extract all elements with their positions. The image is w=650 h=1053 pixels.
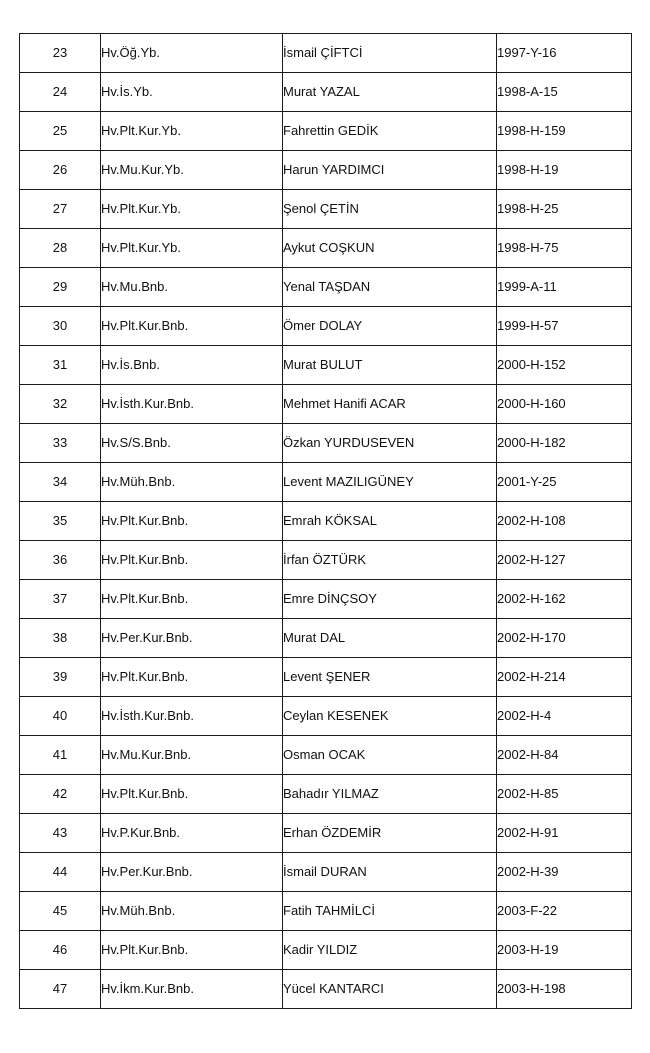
table-row	[20, 229, 632, 268]
table-row	[20, 34, 632, 73]
table-row	[20, 853, 632, 892]
row-number: 40	[20, 697, 101, 736]
name-cell: Murat BULUT	[283, 346, 497, 385]
row-number: 25	[20, 112, 101, 151]
code-cell: 1998-H-19	[497, 151, 632, 190]
name-cell: Yücel KANTARCI	[283, 970, 497, 1009]
rank-cell: Hv.Mu.Bnb.	[101, 268, 283, 307]
name-cell: Murat DAL	[283, 619, 497, 658]
row-number: 37	[20, 580, 101, 619]
row-number: 31	[20, 346, 101, 385]
code-cell: 2002-H-162	[497, 580, 632, 619]
rank-cell: Hv.Plt.Kur.Bnb.	[101, 658, 283, 697]
code-cell: 1998-A-15	[497, 73, 632, 112]
name-cell: Şenol ÇETİN	[283, 190, 497, 229]
table-row	[20, 658, 632, 697]
row-number: 45	[20, 892, 101, 931]
row-number: 47	[20, 970, 101, 1009]
row-number: 29	[20, 268, 101, 307]
rank-cell: Hv.Plt.Kur.Yb.	[101, 229, 283, 268]
name-cell: Levent MAZILIGÜNEY	[283, 463, 497, 502]
rank-cell: Hv.S/S.Bnb.	[101, 424, 283, 463]
code-cell: 1998-H-159	[497, 112, 632, 151]
code-cell: 2002-H-214	[497, 658, 632, 697]
row-number: 32	[20, 385, 101, 424]
code-cell: 2002-H-127	[497, 541, 632, 580]
row-number: 38	[20, 619, 101, 658]
row-number: 35	[20, 502, 101, 541]
row-number: 42	[20, 775, 101, 814]
row-number: 41	[20, 736, 101, 775]
rank-cell: Hv.Plt.Kur.Bnb.	[101, 931, 283, 970]
rank-cell: Hv.Per.Kur.Bnb.	[101, 853, 283, 892]
table-row	[20, 307, 632, 346]
table-row	[20, 892, 632, 931]
name-cell: İrfan ÖZTÜRK	[283, 541, 497, 580]
table-row	[20, 463, 632, 502]
row-number: 28	[20, 229, 101, 268]
code-cell: 2003-H-19	[497, 931, 632, 970]
personnel-table	[19, 33, 632, 1009]
rank-cell: Hv.Öğ.Yb.	[101, 34, 283, 73]
row-number: 23	[20, 34, 101, 73]
code-cell: 1999-H-57	[497, 307, 632, 346]
table-row	[20, 814, 632, 853]
name-cell: Mehmet Hanifi ACAR	[283, 385, 497, 424]
name-cell: Murat YAZAL	[283, 73, 497, 112]
name-cell: İsmail DURAN	[283, 853, 497, 892]
code-cell: 2002-H-170	[497, 619, 632, 658]
row-number: 46	[20, 931, 101, 970]
name-cell: Emrah KÖKSAL	[283, 502, 497, 541]
rank-cell: Hv.İsth.Kur.Bnb.	[101, 697, 283, 736]
personnel-table-body	[20, 34, 632, 1009]
rank-cell: Hv.Plt.Kur.Bnb.	[101, 502, 283, 541]
name-cell: İsmail ÇİFTCİ	[283, 34, 497, 73]
rank-cell: Hv.Plt.Kur.Yb.	[101, 112, 283, 151]
code-cell: 1999-A-11	[497, 268, 632, 307]
code-cell: 2002-H-39	[497, 853, 632, 892]
name-cell: Fatih TAHMİLCİ	[283, 892, 497, 931]
table-row	[20, 580, 632, 619]
row-number: 33	[20, 424, 101, 463]
row-number: 36	[20, 541, 101, 580]
rank-cell: Hv.Mu.Kur.Yb.	[101, 151, 283, 190]
row-number: 39	[20, 658, 101, 697]
name-cell: Özkan YURDUSEVEN	[283, 424, 497, 463]
rank-cell: Hv.Plt.Kur.Bnb.	[101, 307, 283, 346]
code-cell: 2003-H-198	[497, 970, 632, 1009]
rank-cell: Hv.Plt.Kur.Yb.	[101, 190, 283, 229]
rank-cell: Hv.İsth.Kur.Bnb.	[101, 385, 283, 424]
table-row	[20, 385, 632, 424]
rank-cell: Hv.Plt.Kur.Bnb.	[101, 541, 283, 580]
code-cell: 1997-Y-16	[497, 34, 632, 73]
table-row	[20, 190, 632, 229]
name-cell: Emre DİNÇSOY	[283, 580, 497, 619]
code-cell: 2002-H-108	[497, 502, 632, 541]
rank-cell: Hv.İkm.Kur.Bnb.	[101, 970, 283, 1009]
name-cell: Fahrettin GEDİK	[283, 112, 497, 151]
table-row	[20, 775, 632, 814]
rank-cell: Hv.İs.Bnb.	[101, 346, 283, 385]
rank-cell: Hv.Plt.Kur.Bnb.	[101, 775, 283, 814]
row-number: 43	[20, 814, 101, 853]
row-number: 34	[20, 463, 101, 502]
code-cell: 2000-H-182	[497, 424, 632, 463]
table-row	[20, 970, 632, 1009]
code-cell: 2000-H-152	[497, 346, 632, 385]
table-row	[20, 736, 632, 775]
rank-cell: Hv.Plt.Kur.Bnb.	[101, 580, 283, 619]
rank-cell: Hv.Müh.Bnb.	[101, 463, 283, 502]
table-row	[20, 697, 632, 736]
code-cell: 2002-H-91	[497, 814, 632, 853]
name-cell: Ömer DOLAY	[283, 307, 497, 346]
name-cell: Aykut COŞKUN	[283, 229, 497, 268]
name-cell: Levent ŞENER	[283, 658, 497, 697]
row-number: 26	[20, 151, 101, 190]
name-cell: Harun YARDIMCI	[283, 151, 497, 190]
row-number: 27	[20, 190, 101, 229]
table-row	[20, 112, 632, 151]
table-row	[20, 346, 632, 385]
row-number: 30	[20, 307, 101, 346]
code-cell: 1998-H-75	[497, 229, 632, 268]
row-number: 24	[20, 73, 101, 112]
code-cell: 2000-H-160	[497, 385, 632, 424]
code-cell: 2002-H-85	[497, 775, 632, 814]
code-cell: 2001-Y-25	[497, 463, 632, 502]
name-cell: Bahadır YILMAZ	[283, 775, 497, 814]
rank-cell: Hv.Müh.Bnb.	[101, 892, 283, 931]
rank-cell: Hv.Mu.Kur.Bnb.	[101, 736, 283, 775]
row-number: 44	[20, 853, 101, 892]
table-row	[20, 151, 632, 190]
rank-cell: Hv.Per.Kur.Bnb.	[101, 619, 283, 658]
name-cell: Yenal TAŞDAN	[283, 268, 497, 307]
table-row	[20, 931, 632, 970]
rank-cell: Hv.İs.Yb.	[101, 73, 283, 112]
code-cell: 2003-F-22	[497, 892, 632, 931]
code-cell: 1998-H-25	[497, 190, 632, 229]
table-row	[20, 73, 632, 112]
name-cell: Kadir YILDIZ	[283, 931, 497, 970]
name-cell: Ceylan KESENEK	[283, 697, 497, 736]
code-cell: 2002-H-4	[497, 697, 632, 736]
table-row	[20, 541, 632, 580]
name-cell: Osman OCAK	[283, 736, 497, 775]
table-row	[20, 619, 632, 658]
table-row	[20, 424, 632, 463]
code-cell: 2002-H-84	[497, 736, 632, 775]
name-cell: Erhan ÖZDEMİR	[283, 814, 497, 853]
rank-cell: Hv.P.Kur.Bnb.	[101, 814, 283, 853]
table-row	[20, 502, 632, 541]
table-row	[20, 268, 632, 307]
